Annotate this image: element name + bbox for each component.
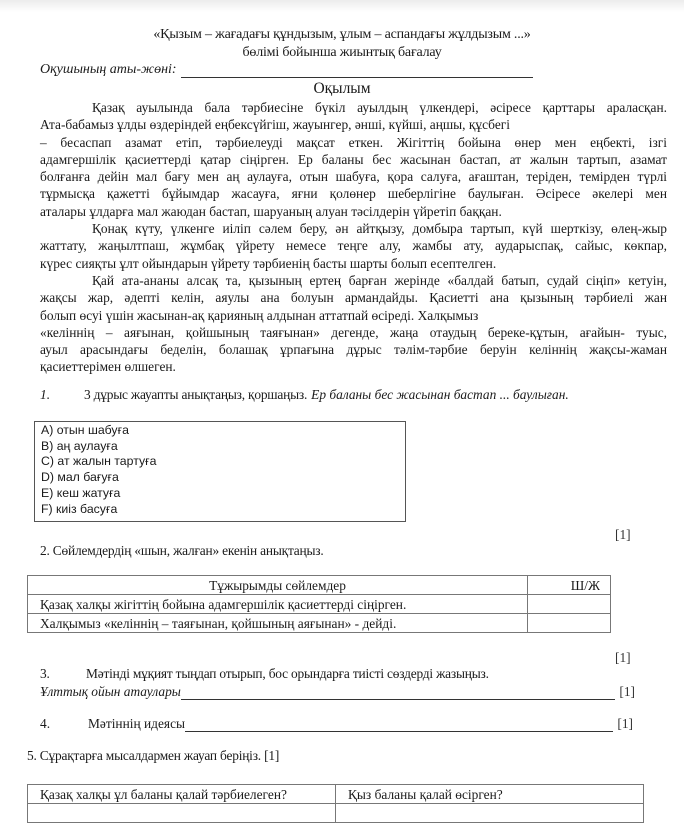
question-1-number: 1.	[40, 387, 51, 402]
option-d[interactable]: D) мал бағуға	[41, 470, 119, 485]
question-3	[40, 666, 489, 682]
question-1-options-box	[34, 421, 406, 522]
passage-line: аталары ұлдарға мал жаюдан бастап, шаруаның алуан тәсілдерін үйретіп баққан.	[40, 203, 502, 219]
answer-cell[interactable]	[528, 614, 611, 633]
question-4-label: Мәтіннің идеясы	[88, 716, 186, 731]
option-b[interactable]: B) аң аулауға	[41, 438, 118, 453]
answer-cell[interactable]	[528, 595, 611, 614]
girls-answer-cell[interactable]	[336, 804, 644, 823]
passage-line: ауыл арасындағы беделін, болашақ ұрпағына дұрыс тәлім-тәрбие беруін келіннің жақсы-жаман	[40, 342, 667, 358]
question-3-number: 3.	[40, 666, 50, 681]
question-3-fill-label: Ұлттық ойын атаулары	[40, 684, 181, 699]
reading-passage	[40, 99, 667, 376]
question-4-row	[40, 716, 633, 732]
option-f[interactable]: F) киіз басуға	[41, 501, 118, 516]
question-5-prompt: 5. Сұрақтарға мысалдармен жауап беріңіз. [1]	[27, 748, 280, 763]
question-3-answer-line[interactable]	[181, 686, 616, 700]
document-title: «Қызым – жағадағы құндызым, ұлым – аспандағы жұлдызым ...»	[153, 27, 531, 42]
question-4-answer-line[interactable]	[185, 718, 613, 732]
question-3-fill-row	[40, 684, 635, 700]
table-row	[28, 595, 611, 614]
passage-line: болып өсуі үшін жасынан-ақ қарияның алдынан аттатпай өсіреді. Халқымыз	[40, 307, 479, 323]
question-4-number: 4.	[40, 716, 51, 731]
option-e[interactable]: E) кеш жатуға	[41, 485, 121, 500]
question-2-score: [1]	[615, 650, 631, 665]
table-header-row	[28, 576, 611, 595]
true-false-table	[27, 575, 611, 633]
question-1-prompt: 3 дұрыс жауапты анықтаңыз, қоршаңыз.	[84, 387, 308, 402]
statements-column-header: Тұжырымды сөйлемдер	[28, 576, 528, 595]
question-1-score: [1]	[615, 527, 631, 542]
table-header-row	[28, 785, 644, 804]
statement-cell: Халқымыз «келіннің – таяғынан, қойшының аяғынан» - дейді.	[28, 614, 528, 633]
passage-line: Қай ата-ананы алсақ та, қызының ертең барған жерінде «балдай батып, судай сіңіп» кетуін,	[92, 272, 667, 288]
boys-upbringing-header: Қазақ халқы ұл баланы қалай тәрбиелеген?	[28, 785, 336, 804]
passage-line: – бесаспап азамат етіп, тәрбиелеуді мақсат еткен. Жігіттің бойына өнер мен еңбекті, ізгі	[40, 134, 667, 150]
question-1-stem: Ер баланы бес жасынан бастап ... баулыған.	[311, 387, 569, 402]
passage-line: тұрмысқа қажетті бұйымдар жасауға, яғни қолөнер шеберлігіне баулыған. Әсіресе әкелері мен	[40, 186, 667, 202]
passage-line: Ата-бабамыз ұлды өздеріндей еңбексүйгіш, жауынгер, әнші, күйші, аңшы, құсбегі	[40, 117, 510, 133]
boys-answer-cell[interactable]	[28, 804, 336, 823]
passage-line: жақсы жар, әдепті келін, аяулы ана болуын армандайды. Қасиетті ана қызының тәрбиелі жан	[40, 290, 667, 306]
table-row	[28, 614, 611, 633]
question-2-prompt: 2. Сөйлемдердің «шын, жалған» екенін анықтаңыз.	[40, 543, 324, 558]
passage-line: адамгершілік қасиеттерді қатар сіңірген. Ер баланы бес жасынан бастап, ат жалын тартып, азамат	[40, 151, 667, 167]
option-a[interactable]: A) отын шабуға	[41, 423, 129, 437]
document-subtitle: бөлімі бойынша жиынтық бағалау	[242, 45, 442, 60]
answer-table	[27, 784, 644, 823]
student-name-row	[40, 62, 533, 78]
girls-upbringing-header: Қыз баланы қалай өсірген?	[336, 785, 644, 804]
passage-line: Қазақ ауылында бала тәрбиесіне бүкіл ауылдың үлкендері, әсіресе қарттары араласқан.	[92, 100, 667, 115]
tf-column-header: Ш/Ж	[528, 576, 611, 595]
question-3-prompt: Мәтінді мұқият тыңдап отырып, бос орындарға тиісті сөздерді жазыңыз.	[86, 666, 489, 681]
passage-line: болғанға дейін мал бағу мен аң аулауға, отын шабуға, қора салуға, ағаштан, теріден, темірден түрлі	[40, 169, 667, 185]
student-name-label: Оқушының аты-жөні:	[40, 62, 177, 77]
option-c[interactable]: C) ат жалын тартуға	[41, 454, 157, 469]
passage-line: «келіннің – аяғынан, қойшының таяғынан» дегенде, жаңа отаудың береке-құтын, ағайын- туыс,	[40, 324, 667, 340]
passage-line: күрес сияқты ұлт ойындарын үйрету тәрбиенің басты шарты болып есептелген.	[40, 255, 497, 271]
statement-cell: Қазақ халқы жігіттің бойына адамгершілік қасиеттерді сіңірген.	[28, 595, 528, 614]
student-name-field[interactable]	[181, 63, 533, 78]
passage-line: қасиеттерімен өлшеген.	[40, 359, 176, 375]
scan-top-shadow	[0, 0, 684, 12]
question-4-score: [1]	[617, 716, 633, 731]
passage-line: Қонақ күту, үлкенге иіліп сәлем беру, ән айтқызу, домбыра тартып, күй шерткізу, өлең-жыр	[92, 221, 667, 237]
passage-line: жаттату, жаңылтпаш, жұмбақ үйрету немесе теңге алу, жамбы ату, аударыспақ, сайыс, көкпар,	[40, 238, 667, 254]
table-row	[28, 804, 644, 823]
question-1	[40, 387, 569, 403]
reading-heading: Оқылым	[313, 80, 371, 97]
question-3-score: [1]	[619, 684, 635, 699]
